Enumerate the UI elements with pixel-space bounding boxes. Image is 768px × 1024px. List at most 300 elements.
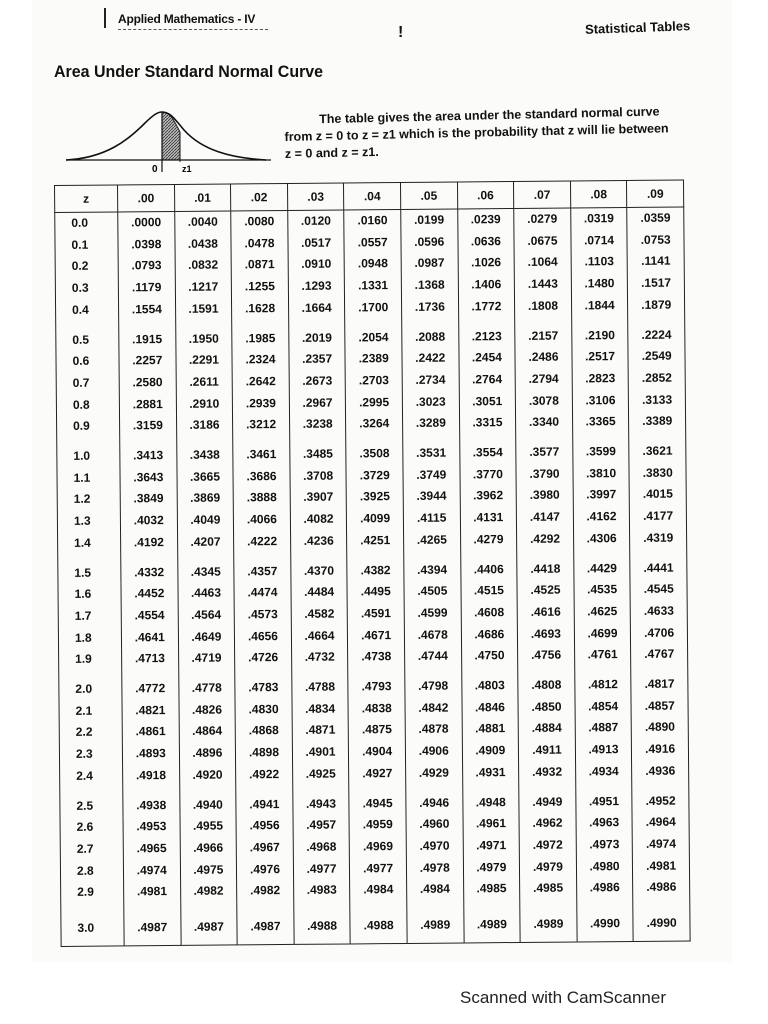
area-cell: .4949 [519,783,576,813]
area-cell: .4976 [237,859,294,881]
area-cell: .4965 [123,838,180,860]
area-cell: .4977 [350,858,407,880]
area-cell: .4956 [236,815,293,837]
area-cell: .1331 [345,275,402,297]
area-cell: .4929 [406,762,463,784]
area-cell: .4988 [350,901,407,944]
z-value-cell: 0.7 [56,372,119,394]
area-cell: .2454 [458,347,515,369]
area-cell: .4732 [291,647,348,669]
area-cell: .4429 [573,550,630,580]
z-value-cell: 1.2 [57,489,120,511]
area-cell: .0675 [514,230,571,252]
area-cell: .2486 [515,347,572,369]
area-cell: .3980 [516,485,573,507]
area-cell: .4981 [124,881,181,903]
area-cell: .1700 [345,297,402,319]
area-cell: .4871 [292,720,349,742]
column-header: .06 [457,181,514,208]
area-cell: .0239 [457,208,514,231]
area-cell: .4207 [177,531,234,553]
area-cell: .1103 [571,251,628,273]
column-header: .05 [400,182,457,209]
area-cell: .3133 [629,389,686,411]
area-cell: .3212 [233,414,290,436]
area-cell: .2673 [289,370,346,392]
area-cell: .0832 [175,255,232,277]
area-cell: .1915 [119,320,176,350]
area-cell: .4875 [349,719,406,741]
area-cell: .4850 [518,696,575,718]
book-title: Applied Mathematics - IV [118,12,256,26]
area-cell: .4938 [123,787,180,817]
area-cell: .4927 [349,763,406,785]
area-cell: .4332 [121,553,178,583]
area-cell: .1517 [628,273,685,295]
area-cell: .4868 [235,720,292,742]
area-cell: .1064 [514,252,571,274]
area-cell: .4979 [520,856,577,878]
area-cell: .1950 [175,320,232,350]
area-cell: .4783 [235,669,292,699]
area-cell: .4980 [576,856,633,878]
area-cell: .4744 [405,646,462,668]
area-cell: .4979 [463,857,520,879]
area-cell: .4941 [236,786,293,816]
area-cell: .4265 [403,529,460,551]
area-cell: .3461 [233,436,290,466]
area-cell: .4706 [631,622,688,644]
area-cell: .4878 [405,719,462,741]
area-cell: .4591 [348,603,405,625]
area-cell: .4719 [178,648,235,670]
table-description [284,102,705,163]
area-cell: .1664 [288,297,345,319]
z-value-cell: 0.1 [55,234,118,256]
area-cell: .3888 [233,487,290,509]
area-cell: .2764 [459,369,516,391]
area-cell: .2852 [628,367,685,389]
area-cell: .3186 [176,415,233,437]
area-cell: .4693 [518,623,575,645]
area-cell: .4857 [631,695,688,717]
curve-label-z1: z1 [182,164,192,174]
area-cell: .4838 [348,698,405,720]
area-cell: .4279 [460,529,517,551]
area-cell: .4951 [575,783,632,813]
area-cell: .3749 [403,464,460,486]
area-cell: .4975 [180,859,237,881]
area-cell: .4251 [347,530,404,552]
area-cell: .4952 [632,782,689,812]
area-cell: .0120 [288,210,345,233]
area-cell: .3413 [120,437,177,467]
camscanner-watermark: Scanned with CamScanner [460,988,667,1007]
area-cell: .4406 [460,551,517,581]
z-table [54,180,691,948]
area-cell: .4772 [122,670,179,700]
area-cell: .1141 [627,251,684,273]
area-cell: .4049 [177,510,234,532]
area-cell: .4970 [406,835,463,857]
area-cell: .2224 [628,316,685,346]
area-cell: .4990 [577,899,634,942]
area-cell: .4974 [123,860,180,882]
z-value-cell: 1.7 [58,605,121,627]
header-mark: ! [398,24,404,41]
area-cell: .4292 [517,528,574,550]
area-cell: .3997 [573,484,630,506]
area-cell: .4990 [633,899,690,942]
area-cell: .1293 [288,276,345,298]
area-cell: .4945 [349,785,406,815]
area-cell: .4525 [517,580,574,602]
area-cell: .4978 [406,857,463,879]
area-cell: .4982 [180,881,237,903]
area-cell: .4761 [574,644,631,666]
area-cell: .2823 [572,368,629,390]
area-cell: .1179 [118,277,175,299]
column-header: .00 [118,184,175,211]
area-cell: .0040 [174,211,231,234]
area-cell: .4821 [122,700,179,722]
area-cell: .4535 [574,579,631,601]
z-value-cell: 0.8 [56,394,119,416]
area-cell: .4961 [463,813,520,835]
area-cell: .3554 [459,434,516,464]
area-cell: .1772 [458,296,515,318]
area-cell: .0871 [231,254,288,276]
area-cell: .4495 [347,581,404,603]
area-cell: .4963 [576,812,633,834]
area-cell: .4911 [519,740,576,762]
area-cell: .3264 [346,413,403,435]
shaded-area [162,112,180,160]
area-cell: .4973 [576,834,633,856]
area-cell: .4830 [235,699,292,721]
area-cell: .4484 [291,582,348,604]
area-cell: .4236 [290,530,347,552]
area-cell: .2939 [233,393,290,415]
area-cell: .4319 [630,527,687,549]
area-cell: .1255 [231,276,288,298]
area-cell: .4767 [631,644,688,666]
z-value-cell: 2.5 [60,787,123,817]
area-cell: .4969 [350,836,407,858]
area-cell: .0438 [175,233,232,255]
column-header: .09 [627,180,684,207]
area-cell: .3340 [516,412,573,434]
area-cell: .3599 [572,433,629,463]
area-cell: .3830 [629,462,686,484]
z-value-cell: 0.5 [56,321,119,351]
area-cell: .4474 [234,582,291,604]
area-cell: .4962 [519,813,576,835]
area-cell: .4909 [462,740,519,762]
area-cell: .4582 [291,603,348,625]
area-cell: .2703 [346,370,403,392]
book-title-underline [118,29,268,30]
area-cell: .4977 [293,858,350,880]
area-cell: .4788 [292,669,349,699]
area-cell: .4750 [461,645,518,667]
area-cell: .4925 [292,763,349,785]
area-cell: .4726 [235,647,292,669]
area-cell: .4971 [463,835,520,857]
z-value-cell: 2.2 [59,722,122,744]
area-cell: .2611 [176,371,233,393]
area-cell: .0359 [627,207,684,230]
area-cell: .4984 [407,879,464,901]
area-cell: .3869 [177,488,234,510]
area-cell: .4778 [178,670,235,700]
z-value-cell: 2.6 [60,817,123,839]
area-cell: .0596 [401,231,458,253]
area-cell: .4616 [517,601,574,623]
area-cell: .3643 [120,467,177,489]
z-value-cell: 2.0 [59,670,122,700]
area-cell: .0753 [627,229,684,251]
area-cell: .4890 [632,717,689,739]
area-cell: .4946 [406,784,463,814]
area-cell: .4671 [348,625,405,647]
area-cell: .4854 [575,696,632,718]
area-cell: .0478 [231,233,288,255]
area-cell: .1808 [515,295,572,317]
area-cell: .4984 [350,879,407,901]
area-cell: .4147 [516,507,573,529]
area-cell: .0987 [401,253,458,275]
area-cell: .4987 [237,902,294,945]
area-cell: .4986 [633,877,690,899]
area-cell: .3238 [289,414,346,436]
area-cell: .4357 [234,552,291,582]
area-cell: .4960 [406,814,463,836]
area-cell: .4985 [463,878,520,900]
area-cell: .4959 [349,814,406,836]
area-cell: .4370 [290,552,347,582]
area-cell: .4713 [122,648,179,670]
area-cell: .4940 [179,786,236,816]
area-cell: .4846 [462,697,519,719]
area-cell: .3365 [572,411,629,433]
area-cell: .0948 [344,253,401,275]
area-cell: .4573 [234,604,291,626]
area-cell: .4982 [237,880,294,902]
area-cell: .4817 [631,666,688,696]
area-cell: .4920 [179,764,236,786]
area-cell: .1736 [401,296,458,318]
area-cell: .4989 [520,900,577,943]
area-cell: .2580 [119,372,176,394]
area-cell: .3962 [460,485,517,507]
area-cell: .4686 [461,624,518,646]
area-cell: .1026 [458,252,515,274]
area-cell: .4608 [461,602,518,624]
z-value-cell: 0.0 [55,212,118,235]
area-cell: .4633 [630,600,687,622]
area-cell: .4932 [519,761,576,783]
area-cell: .1217 [175,277,232,299]
area-cell: .3729 [346,465,403,487]
area-cell: .4222 [234,531,291,553]
area-cell: .4099 [347,508,404,530]
area-cell: .3051 [459,391,516,413]
area-cell: .1985 [232,319,289,349]
z-value-cell: 2.1 [59,700,122,722]
area-cell: .4916 [632,739,689,761]
area-cell: .4452 [121,583,178,605]
area-cell: .4798 [405,668,462,698]
area-cell: .4641 [121,627,178,649]
area-cell: .4955 [180,816,237,838]
area-cell: .4906 [405,741,462,763]
area-cell: .4913 [575,739,632,761]
z-value-cell: 2.8 [60,860,123,882]
area-cell: .4808 [518,667,575,697]
z-value-cell: 0.6 [56,351,119,373]
area-cell: .4678 [404,624,461,646]
area-cell: .3315 [459,412,516,434]
area-cell: .2549 [628,346,685,368]
z-value-cell: 2.4 [60,765,123,787]
z-value-cell: 1.8 [58,627,121,649]
area-cell: .0160 [344,209,401,232]
area-cell: .4884 [518,718,575,740]
area-cell: .4564 [178,604,235,626]
area-cell: .1443 [514,274,571,296]
area-cell: .1879 [628,294,685,316]
section-title: Statistical Tables [584,18,691,37]
area-cell: .4842 [405,697,462,719]
page-title: Area Under Standard Normal Curve [54,62,324,81]
area-cell: .4192 [121,532,178,554]
area-cell: .4987 [180,903,237,946]
area-cell: .0199 [401,209,458,232]
area-cell: .2794 [515,368,572,390]
area-cell: .1368 [401,275,458,297]
area-cell: .3106 [572,390,629,412]
description-line-3: z = 0 and z = z1. [284,144,379,161]
area-cell: .4964 [632,812,689,834]
area-cell: .0319 [570,208,627,231]
area-cell: .3944 [403,486,460,508]
z-value-cell: 0.2 [55,256,118,278]
area-cell: .4936 [632,760,689,782]
area-cell: .4625 [574,601,631,623]
area-cell: .3389 [629,411,686,433]
area-cell: .4306 [573,528,630,550]
z-value-cell: 3.0 [61,904,124,947]
area-cell: .4985 [520,878,577,900]
area-cell: .4898 [236,742,293,764]
area-cell: .4066 [234,509,291,531]
area-cell: .4505 [404,581,461,603]
area-cell: .4345 [177,553,234,583]
area-cell: .4864 [179,721,236,743]
area-cell: .3508 [346,435,403,465]
area-cell: .4649 [178,626,235,648]
area-cell: .2019 [288,319,345,349]
z-value-cell: 1.0 [57,437,120,467]
area-cell: .4972 [519,834,576,856]
area-cell: .4826 [179,699,236,721]
z-value-cell: 2.7 [60,838,123,860]
area-cell: .3907 [290,487,347,509]
area-cell: .2357 [289,349,346,371]
z-value-cell: 1.9 [59,649,122,671]
area-cell: .4441 [630,549,687,579]
area-cell: .0000 [118,211,175,234]
area-cell: .0910 [288,254,345,276]
area-cell: .3621 [629,433,686,463]
area-cell: .1480 [571,273,628,295]
area-cell: .2054 [345,318,402,348]
column-header: .01 [174,184,231,211]
area-cell: .4177 [630,506,687,528]
area-cell: .3078 [515,390,572,412]
area-cell: .4887 [575,717,632,739]
area-cell: .4131 [460,507,517,529]
area-cell: .0080 [231,210,288,233]
area-cell: .4967 [236,837,293,859]
z-value-cell: 1.3 [57,511,120,533]
table-row [61,899,690,947]
area-cell: .4545 [630,579,687,601]
area-cell: .3925 [347,486,404,508]
area-cell: .2088 [402,318,459,348]
area-cell: .4082 [290,509,347,531]
area-cell: .4756 [518,645,575,667]
area-cell: .4418 [517,550,574,580]
area-cell: .0793 [118,255,175,277]
area-cell: .3438 [176,436,233,466]
z-value-cell: 2.9 [61,882,124,904]
column-header: .02 [231,183,288,210]
description-line-1: The table gives the area under the standard normal curve [319,104,660,127]
area-cell: .4893 [122,743,179,765]
area-cell: .4981 [633,855,690,877]
z-value-cell: 1.6 [58,584,121,606]
area-cell: .4554 [121,605,178,627]
z-value-cell: 1.4 [58,532,121,554]
area-cell: .4953 [123,816,180,838]
area-cell: .4966 [180,837,237,859]
area-cell: .1591 [175,298,232,320]
area-cell: .4382 [347,552,404,582]
area-cell: .4934 [575,761,632,783]
area-cell: .3770 [460,464,517,486]
area-cell: .1554 [118,299,175,321]
z-value-cell: 2.3 [59,744,122,766]
area-cell: .2734 [402,369,459,391]
z-value-cell: 1.5 [58,554,121,584]
area-cell: .3531 [403,435,460,465]
area-cell: .4515 [461,580,518,602]
area-cell: .2123 [458,317,515,347]
area-cell: .2422 [402,348,459,370]
area-cell: .3849 [120,488,177,510]
curve-label-0: 0 [152,164,158,175]
area-cell: .4115 [403,508,460,530]
area-cell: .3023 [402,391,459,413]
z-value-cell: 1.1 [57,467,120,489]
area-cell: .3159 [120,415,177,437]
normal-curve-diagram [66,100,276,180]
area-cell: .4904 [349,741,406,763]
area-cell: .0714 [571,230,628,252]
area-cell: .4987 [124,903,181,946]
